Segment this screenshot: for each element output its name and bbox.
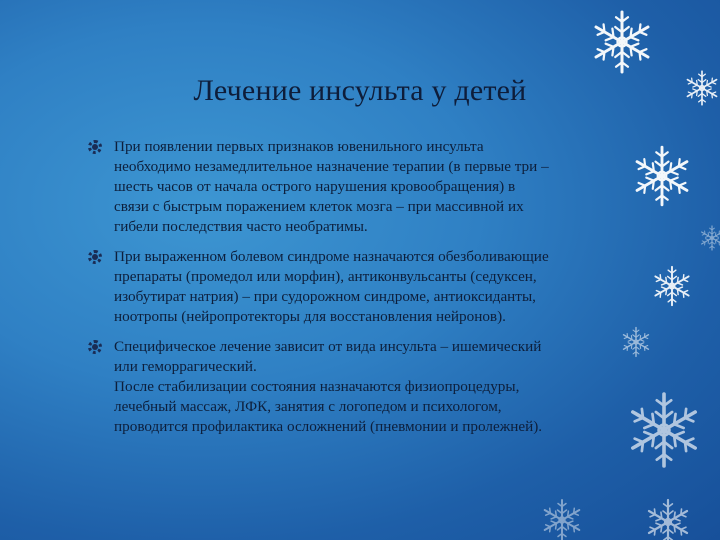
bullet-item xyxy=(88,247,648,327)
bullet-text-line: ноотропы (нейропротекторы для восстановления нейронов). xyxy=(114,308,506,325)
bullet-text-line: При выраженном болевом синдроме назначаются обезболивающие xyxy=(114,248,549,265)
bullet-item xyxy=(88,137,648,237)
slide-title: Лечение инсульта у детей xyxy=(193,74,527,107)
snowflake-icon xyxy=(653,267,691,305)
bullet-text-line: Специфическое лечение зависит от вида инсульта – ишемический xyxy=(114,338,542,355)
snowflake-icon xyxy=(700,226,720,250)
bullet-text-line: гибели последствия часто необратимы. xyxy=(114,218,368,235)
bullet-text-line: необходимо незамедлительное назначение терапии (в первые три – xyxy=(114,158,549,175)
bullet-text-line: изобутират натрия) – при судорожном синдроме, антиоксиданты, xyxy=(114,288,536,305)
gear-bullet-icon xyxy=(88,340,102,354)
bullet-text-line: шесть часов от начала острого нарушения кровообращения) в xyxy=(114,178,516,195)
bullet-list xyxy=(88,137,648,447)
snowflake-icon xyxy=(646,500,689,540)
bullet-item xyxy=(88,337,648,437)
bullet-text-line: После стабилизации состояния назначаются физиопроцедуры, xyxy=(114,378,520,395)
bullet-text-line: или геморрагический. xyxy=(114,358,257,375)
snowflake-icon xyxy=(593,12,652,72)
bullet-text-line: проводится профилактика осложнений (пневмонии и пролежней). xyxy=(114,418,543,435)
bullet-text-line: связи с быстрым поражением клеток мозга – при массивной их xyxy=(114,198,524,215)
gear-bullet-icon xyxy=(88,140,102,154)
bullet-text-line: лечебный массаж, ЛФК, занятия с логопедом и психологом, xyxy=(114,398,502,415)
gear-bullet-icon xyxy=(88,250,102,264)
snowflake-icon xyxy=(542,500,581,540)
bullet-text-line: При появлении первых признаков ювенильного инсульта xyxy=(114,138,484,155)
bullet-text-line: препараты (промедол или морфин), антиконвульсанты (седуксен, xyxy=(114,268,537,285)
